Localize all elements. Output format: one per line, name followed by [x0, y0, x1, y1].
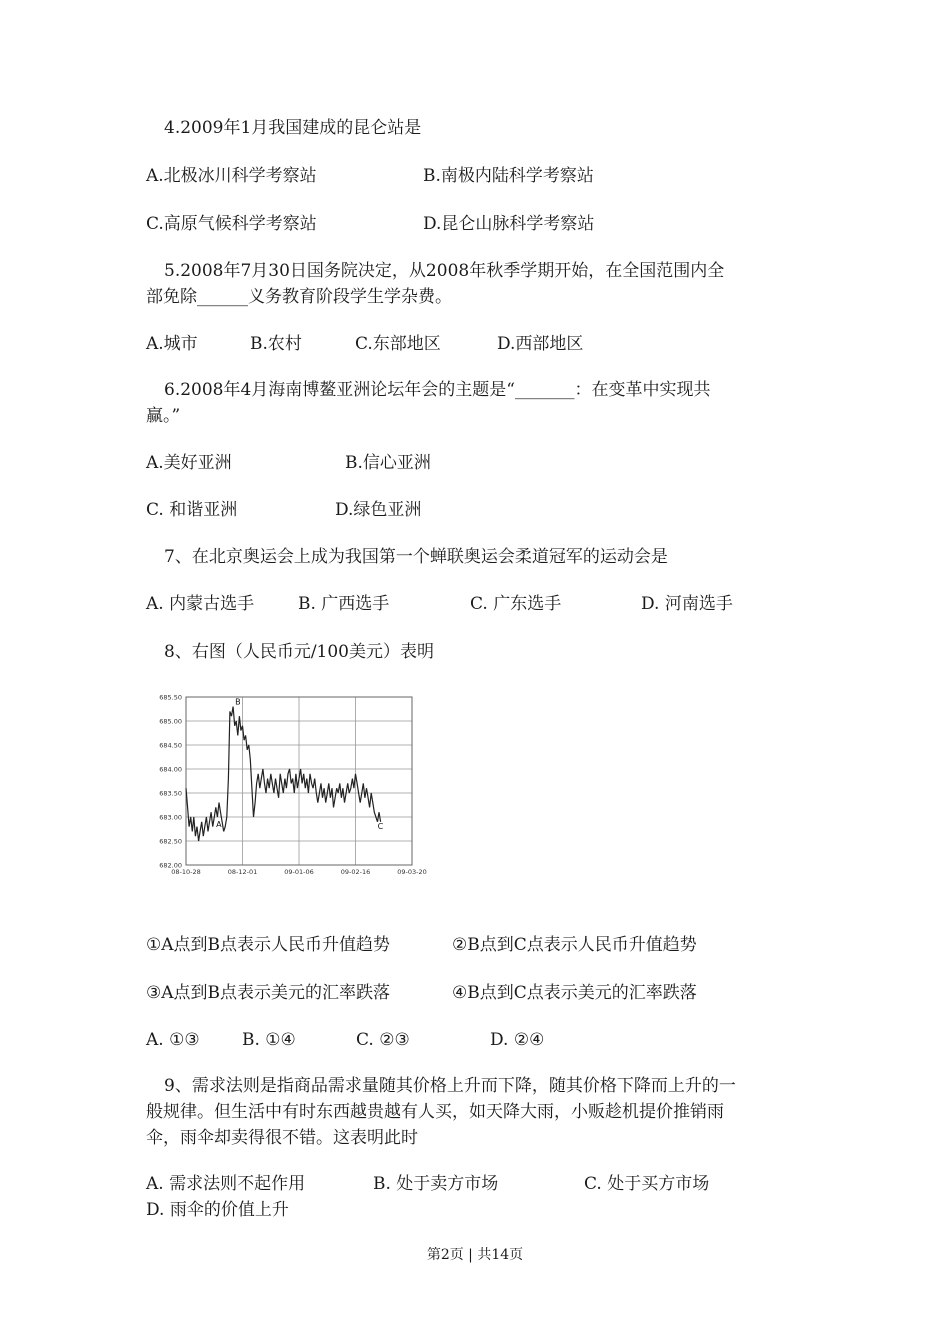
- chart-y-tick-label: 682.00: [159, 861, 182, 870]
- q8-statement-1: ①A点到B点表示人民币升值趋势: [146, 935, 391, 955]
- q5-option-b: B.农村: [250, 334, 302, 354]
- q6-option-b: B.信心亚洲: [345, 453, 431, 473]
- q8-statement-3: ③A点到B点表示美元的汇率跌落: [146, 983, 391, 1003]
- q6-stem-line2: 赢。”: [146, 406, 181, 426]
- chart-annotation-a: A: [216, 819, 222, 829]
- q5-stem-line1: 5.2008年7月30日国务院决定，从2008年秋季学期开始，在全国范围内全: [164, 261, 725, 281]
- exchange-rate-chart: [150, 685, 427, 885]
- q9-stem-line1: 9、需求法则是指商品需求量随其价格上升而下降，随其价格下降而上升的一: [164, 1076, 736, 1096]
- chart-x-tick-label: 09-01-06: [284, 868, 314, 876]
- chart-x-tick-label: 08-12-01: [227, 868, 258, 876]
- q8-option-a: A. ①③: [146, 1030, 200, 1050]
- chart-y-tick-label: 684.00: [159, 765, 182, 774]
- q5-option-c: C.东部地区: [355, 334, 441, 354]
- chart-x-tick-labels: [171, 868, 427, 876]
- q9-option-b: B. 处于卖方市场: [373, 1174, 499, 1194]
- q6-stem-line1: 6.2008年4月海南博鳌亚洲论坛年会的主题是“_______：在变革中实现共: [164, 380, 711, 400]
- q5-stem-line2: 部免除______义务教育阶段学生学杂费。: [146, 287, 452, 307]
- q4-stem: 4.2009年1月我国建成的昆仑站是: [164, 118, 422, 138]
- q9-stem-line3: 伞，雨伞却卖得很不错。这表明此时: [146, 1128, 418, 1148]
- chart-annotation-b: B: [235, 697, 241, 707]
- chart-annotation-c: C: [377, 821, 384, 831]
- chart-x-tick-label: 09-02-16: [340, 868, 371, 876]
- chart-x-tick-label: 08-10-28: [171, 868, 201, 876]
- q8-option-d: D. ②④: [490, 1030, 545, 1050]
- q9-stem-line2: 般规律。但生活中有时东西越贵越有人买，如天降大雨，小贩趁机提价推销雨: [146, 1102, 724, 1122]
- q9-option-d: D. 雨伞的价值上升: [146, 1200, 289, 1220]
- chart-annotations: [216, 698, 384, 831]
- q7-stem: 7、在北京奥运会上成为我国第一个蝉联奥运会柔道冠军的运动会是: [164, 547, 668, 567]
- q7-option-a: A. 内蒙古选手: [146, 594, 255, 614]
- q8-stem: 8、右图（人民币元/100美元）表明: [164, 642, 434, 662]
- q4-option-d: D.昆仑山脉科学考察站: [423, 214, 595, 234]
- q6-option-a: A.美好亚洲: [146, 453, 232, 473]
- chart-y-tick-label: 685.00: [159, 717, 182, 726]
- chart-y-tick-label: 683.00: [159, 813, 182, 822]
- chart-x-tick-label: 09-03-20: [397, 868, 427, 876]
- q8-option-b: B. ①④: [242, 1030, 296, 1050]
- q4-option-c: C.高原气候科学考察站: [146, 214, 317, 234]
- chart-y-tick-label: 685.50: [159, 693, 182, 702]
- q8-statement-4: ④B点到C点表示美元的汇率跌落: [452, 983, 697, 1003]
- q8-statement-2: ②B点到C点表示人民币升值趋势: [452, 935, 697, 955]
- q4-option-a: A.北极冰川科学考察站: [146, 166, 317, 186]
- chart-y-tick-label: 683.50: [159, 789, 182, 798]
- q8-option-c: C. ②③: [356, 1030, 410, 1050]
- q5-option-a: A.城市: [146, 334, 198, 354]
- chart-y-tick-labels: [159, 694, 182, 870]
- q9-option-a: A. 需求法则不起作用: [146, 1174, 306, 1194]
- q9-option-c: C. 处于买方市场: [584, 1174, 710, 1194]
- q4-option-b: B.南极内陆科学考察站: [423, 166, 594, 186]
- q6-option-d: D.绿色亚洲: [335, 500, 422, 520]
- q7-option-d: D. 河南选手: [641, 594, 733, 614]
- chart-y-tick-label: 684.50: [159, 741, 182, 750]
- q5-option-d: D.西部地区: [497, 334, 584, 354]
- chart-y-tick-label: 682.50: [159, 837, 182, 846]
- q7-option-c: C. 广东选手: [470, 594, 562, 614]
- q6-option-c: C. 和谐亚洲: [146, 500, 238, 520]
- q7-option-b: B. 广西选手: [298, 594, 390, 614]
- page-footer: 第2页 | 共14页: [426, 1247, 524, 1263]
